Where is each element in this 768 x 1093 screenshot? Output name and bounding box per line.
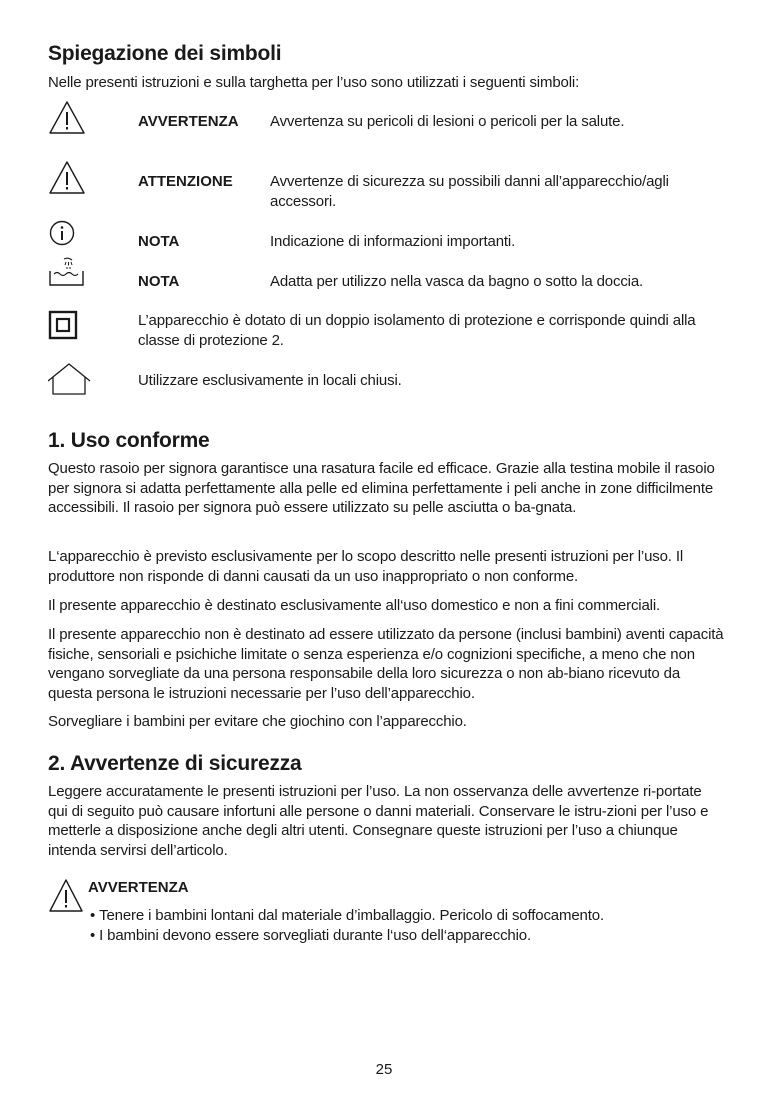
warning-title: AVVERTENZA [88, 879, 189, 896]
warning-bullet: • I bambini devono essere sorvegliati durante l‘uso dell‘apparecchio. [90, 926, 604, 946]
symbol-description: Avvertenze di sicurezza su possibili danni all’apparecchio/agli accessori. [270, 173, 669, 210]
symbol-label: AVVERTENZA [138, 113, 239, 130]
symbol-row-indoor [48, 362, 728, 402]
caution-triangle-icon [48, 160, 88, 200]
warning-bullet-list [90, 906, 604, 946]
symbol-description: Adatta per utilizzo nella vasca da bagno o sotto la doccia. [270, 273, 644, 290]
section-1-paragraph: Il presente apparecchio non è destinato ad essere utilizzato da persone (inclusi bambini) aventi capacità fisiche, sensoriali e psichiche limitate o senza esperienza e/o cognizioni specifiche, a meno che non vengano sorvegliate da una persona responsabile della loro sicurezza o non ab-biano ricevuto da questa persona le istruzioni necessarie per l’uso dell’apparecchio. [48, 626, 724, 702]
symbols-intro: Nelle presenti istruzioni e sulla targhetta per l’uso sono utilizzati i seguenti simboli: [48, 74, 580, 91]
warning-triangle-icon [48, 878, 84, 919]
info-icon [48, 220, 88, 260]
symbol-description: Indicazione di informazioni importanti. [270, 233, 516, 250]
symbol-row-info [48, 220, 728, 260]
symbol-label: NOTA [138, 273, 180, 290]
symbol-description: Utilizzare esclusivamente in locali chiusi. [138, 372, 402, 389]
symbol-label: NOTA [138, 233, 180, 250]
page-number: 25 [375, 1061, 393, 1078]
symbol-row-caution [48, 160, 728, 210]
symbol-description: Avvertenza su pericoli di lesioni o pericoli per la salute. [270, 113, 625, 130]
section-2-paragraph: Leggere accuratamente le presenti istruzioni per l’uso. La non osservanza delle avvertenze ri-portate qui di seguito può causare infortuni alle persone o danni materiali. Conservare le istru-zioni per l’uso e metterle a disposizione anche degli altri utenti. Consegnare queste istruzioni per l’uso a chiunque intenda servirsi dell’articolo. [48, 783, 709, 859]
section-1-title: 1. Uso conforme [48, 429, 210, 452]
double-insulation-icon [48, 310, 88, 350]
bath-shower-icon [48, 255, 88, 295]
indoor-house-icon [48, 362, 88, 402]
section-1-paragraph: L‘apparecchio è previsto esclusivamente per lo scopo descritto nelle presenti istruzioni per l’uso. Il produttore non risponde di danni causati da un uso inappropriato o non conforme. [48, 548, 684, 585]
section-1-paragraph: Questo rasoio per signora garantisce una rasatura facile ed efficace. Grazie alla testina mobile il rasoio per signora si adatta perfettamente alla pelle ed elimina perfettamente i peli anche in zone difficilmente accessibili. Il rasoio per signora può essere utilizzato su pelle asciutta o ba-gnata. [48, 460, 715, 516]
symbol-description: L’apparecchio è dotato di un doppio isolamento di protezione e corrisponde quindi alla classe di protezione 2. [138, 312, 696, 349]
warning-triangle-icon [48, 100, 88, 140]
section-1-paragraph: Il presente apparecchio è destinato esclusivamente all‘uso domestico e non a fini commerciali. [48, 597, 661, 614]
symbol-label: ATTENZIONE [138, 173, 233, 190]
symbols-section-title: Spiegazione dei simboli [48, 42, 282, 65]
section-2-title: 2. Avvertenze di sicurezza [48, 752, 302, 775]
symbol-row-warning [48, 100, 728, 140]
symbol-row-double-insulation [48, 310, 728, 350]
section-1-paragraph: Sorvegliare i bambini per evitare che giochino con l’apparecchio. [48, 713, 467, 730]
warning-bullet: • Tenere i bambini lontani dal materiale d’imballaggio. Pericolo di soffocamento. [90, 906, 604, 926]
symbol-row-bath [48, 255, 728, 295]
